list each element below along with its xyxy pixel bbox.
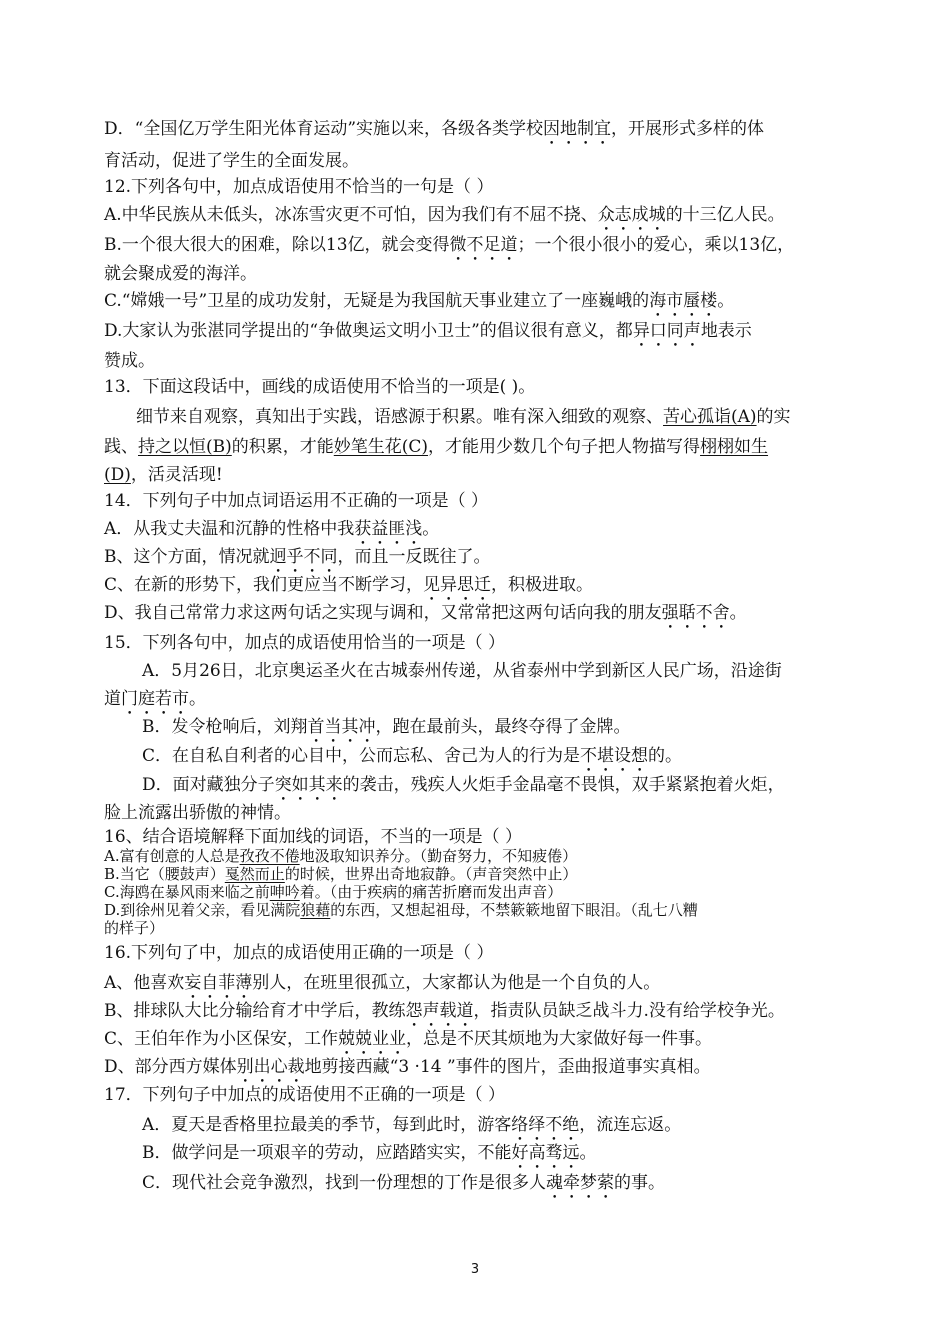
emphasized-idiom: 门庭若市	[121, 689, 189, 709]
emphasized-idiom: 因地制宜	[543, 119, 612, 139]
option-b: B、这个方面，情况就迥乎不同，而且一反既往了。	[104, 547, 491, 567]
text-line: 细节来自观察，真知出于实践，语感源于积累。唯有深入细致的观察、苦心孤诣(A)的实	[136, 407, 791, 427]
text-line: 育活动，促进了学生的全面发展。	[104, 151, 359, 171]
page-number: 3	[470, 1262, 480, 1277]
option-c: C．在自私自利者的心目中，公而忘私、舍己为人的行为是不堪设想的。	[142, 746, 683, 766]
underlined-word: 孜孜不倦	[239, 847, 300, 865]
question-12-prompt: 12.下列各句中，加点成语使用不恰当的一句是（ ）	[104, 177, 494, 197]
option-c: C.海鸥在暴风雨来临之前呻吟着。（由于疾病的痛苦折磨而发出声音）	[104, 883, 563, 901]
underlined-idiom: 持之以恒(B)	[138, 437, 232, 457]
option-a: A.中华民族从未低头，冰冻雪灾更不可怕，因为我们有不屈不挠、众志成城的十三亿人民。	[104, 205, 785, 225]
option-d: D、我自己常常力求这两句话之实现与调和，又常常把这两句话向我的朋友强聒不舍。	[104, 603, 747, 623]
option-d: D．面对藏独分子突如其来的袭击，残疾人火炬手金晶毫不畏惧，双手紧紧抱着火炬，	[142, 775, 785, 795]
text-line: D．“全国亿万学生阳光体育运动”实施以来，各级各类学校因地制宜，开展形式多样的体	[104, 119, 765, 139]
option-a: A.富有创意的人总是孜孜不倦地汲取知识养分。（勤奋努力，不知疲倦）	[104, 847, 578, 865]
emphasized-idiom: 首当其冲	[307, 717, 376, 737]
text-line: 赞成。	[104, 351, 155, 371]
emphasized-idiom: 迥乎不同	[269, 547, 338, 567]
text-line: 道门庭若市。	[104, 689, 206, 709]
emphasized-idiom: 微不足道	[449, 235, 518, 255]
option-a: A、他喜欢妄自菲薄别人，在班里很孤立，大家都认为他是一个自负的人。	[104, 973, 661, 993]
emphasized-idiom: 怨声载道	[405, 1001, 474, 1021]
underlined-word: 呻吟	[269, 883, 300, 901]
question-15-prompt: 15．下列各句中，加点的成语使用恰当的一项是（ ）	[104, 633, 506, 653]
emphasized-idiom: 兢兢业业	[338, 1029, 407, 1049]
question-16-prompt: 16、结合语境解释下面加线的词语，不当的一项是（ ）	[104, 827, 523, 847]
text-line: 践、持之以恒(B)的积累，才能妙笔生花(C)，才能用少数几个句子把人物描写得栩栩如生	[104, 437, 769, 457]
option-b: B、排球队大比分输给育才中学后，教练怨声载道，指责队员缺乏战斗力.没有给学校争光。	[104, 1001, 785, 1021]
question-14-prompt: 14．下列句子中加点词语运用不正确的一项是（ ）	[104, 491, 489, 511]
option-c: C、王伯年作为小区保安，工作兢兢业业，总是不厌其烦地为大家做好每一件事。	[104, 1029, 713, 1049]
emphasized-idiom: 见异思迁	[423, 575, 492, 595]
emphasized-idiom: 妄自菲薄	[184, 973, 253, 993]
underlined-word: 戛然而止	[224, 865, 285, 883]
emphasized-idiom: 海市蜃楼	[649, 291, 718, 311]
question-16b-prompt: 16.下列句了中，加点的成语使用正确的一项是（ ）	[104, 943, 494, 963]
emphasized-idiom: 别出心裁	[236, 1057, 305, 1077]
emphasized-idiom: 强聒不舍	[661, 603, 730, 623]
emphasized-idiom: 不堪设想	[580, 746, 649, 766]
underlined-idiom: 栩栩如生	[700, 437, 769, 457]
option-d: D.大家认为张湛同学提出的“争做奥运文明小卫士”的倡议很有意义，都异口同声地表示	[104, 321, 752, 341]
underlined-idiom: 妙笔生花(C)	[333, 437, 429, 457]
emphasized-idiom: 众志成城	[597, 205, 666, 225]
option-b: B.当它（腰鼓声）戛然而止的时候，世界出奇地寂静。（声音突然中止）	[104, 865, 578, 883]
text-line: 就会聚成爱的海洋。	[104, 264, 257, 284]
text-line: 脸上流露出骄傲的神情。	[104, 803, 291, 823]
emphasized-idiom: 获益匪浅	[354, 519, 423, 539]
underlined-word: 狼藉	[300, 901, 331, 919]
text-line: (D)，活灵活现!	[104, 465, 223, 485]
option-c: C、在新的形势下，我们更应当不断学习，见异思迁，积极进取。	[104, 575, 594, 595]
emphasized-idiom: 突如其来	[274, 775, 343, 795]
emphasized-idiom: 络绎不绝	[511, 1115, 580, 1135]
option-a: A．夏天是香格里拉最美的季节，每到此时，游客络绎不绝，流连忘返。	[142, 1115, 682, 1135]
text-line: 的样子）	[104, 919, 165, 937]
option-b: B．发令枪响后，刘翔首当其冲，跑在最前头，最终夺得了金牌。	[142, 717, 631, 737]
option-b: B.一个很大很大的困难，除以13亿，就会变得微不足道；一个很小很小的爱心，乘以13亿，	[104, 235, 795, 255]
option-a: A．5月26日，北京奥运圣火在古城泰州传递，从省泰州中学到新区人民广场，沿途街	[142, 661, 782, 681]
option-b: B．做学问是一项艰辛的劳动，应踏踏实实，不能好高骛远。	[142, 1143, 597, 1163]
underlined-label: (D)	[104, 465, 131, 485]
option-d: D、部分西方媒体别出心裁地剪接西藏“3 ·14 ”事件的图片，歪曲报道事实真相。	[104, 1057, 711, 1077]
option-d: D.到徐州见着父亲，看见满院狼藉的东西，又想起祖母，不禁簌簌地留下眼泪。（乱七八糟	[104, 901, 698, 919]
emphasized-idiom: 好高骛远	[511, 1143, 580, 1163]
question-13-prompt: 13．下面这段话中，画线的成语使用不恰当的一项是( )。	[104, 377, 536, 397]
option-c: C.“嫦娥一号”卫星的成功发射，无疑是为我国航天事业建立了一座巍峨的海市蜃楼。	[104, 291, 735, 311]
emphasized-idiom: 魂牵梦萦	[546, 1173, 615, 1193]
option-a: A．从我丈夫温和沉静的性格中我获益匪浅。	[104, 519, 440, 539]
option-c: C．现代社会竞争激烈，找到一份理想的丁作是很多人魂牵梦萦的事。	[142, 1173, 666, 1193]
underlined-idiom: 苦心孤诣(A)	[663, 407, 757, 427]
emphasized-idiom: 异口同声	[632, 321, 701, 341]
question-17-prompt: 17．下列句子中加点的成语使用不正确的一项是（ ）	[104, 1085, 506, 1105]
